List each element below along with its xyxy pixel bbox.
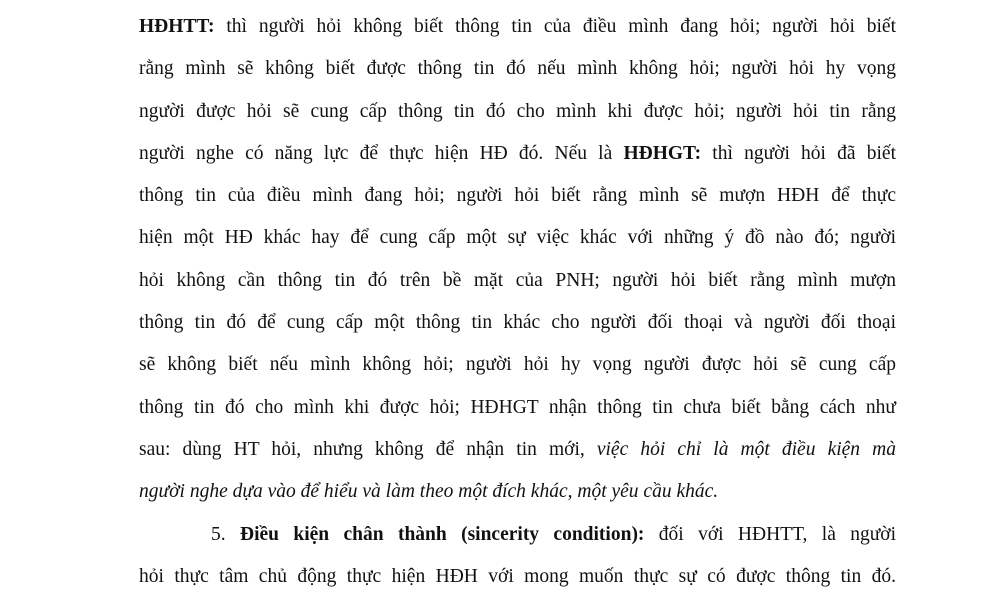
text-line: người được hỏi sẽ cung cấp thông tin đó cho mình khi được hỏi; người hỏi tin rằng [139, 100, 896, 122]
text-line: rằng mình sẽ không biết được thông tin đó nếu mình không hỏi; người hỏi hy vọng [139, 58, 896, 80]
text-line: thông tin đó cho mình khi được hỏi; HĐHGT nhận thông tin chưa biết bằng cách như [139, 396, 896, 418]
text-line: hỏi không cần thông tin đó trên bề mặt của PNH; người hỏi biết rằng mình mượn [139, 269, 896, 291]
list-number: 5. [211, 523, 240, 545]
text-line: HĐHTT: thì người hỏi không biết thông tin của điều mình đang hỏi; người hỏi biết [139, 16, 896, 37]
text-line: sẽ không biết nếu mình không hỏi; người hỏi hy vọng người được hỏi sẽ cung cấp [139, 354, 896, 376]
paragraph-question-conditions [139, 6, 896, 514]
text-line: hiện một HĐ khác hay để cung cấp một sự việc khác với những ý đồ nào đó; người [139, 227, 896, 249]
term-hdhgt: HĐHGT: [623, 142, 702, 164]
paragraph-sincerity-condition [139, 514, 896, 599]
text-line: sau: dùng HT hỏi, nhưng không để nhận tin mới, việc hỏi chỉ là một điều kiện mà [139, 438, 896, 460]
italic-phrase: việc hỏi chỉ là một điều kiện mà [596, 438, 896, 460]
term-hdhtt: HĐHTT: [139, 16, 215, 37]
italic-line: người nghe dựa vào để hiểu và làm theo một đích khác, một yêu cầu khác. [139, 481, 719, 503]
section-heading: Điều kiện chân thành (sincerity condition): [240, 523, 645, 545]
text-line: người nghe có năng lực để thực hiện HĐ đó. Nếu là HĐHGT: thì người hỏi đã biết [139, 142, 897, 164]
text-line: hỏi thực tâm chủ động thực hiện HĐH với mong muốn thực sự có được thông tin đó. [139, 565, 896, 587]
text-line: thông tin đó để cung cấp một thông tin khác cho người đối thoại và người đối thoại [139, 312, 896, 334]
text-line: 5. Điều kiện chân thành (sincerity condition): đối với HĐHTT, là người [211, 523, 897, 545]
document-page [139, 6, 896, 598]
text-line: thông tin của điều mình đang hỏi; người hỏi biết rằng mình sẽ mượn HĐH để thực [139, 185, 896, 207]
